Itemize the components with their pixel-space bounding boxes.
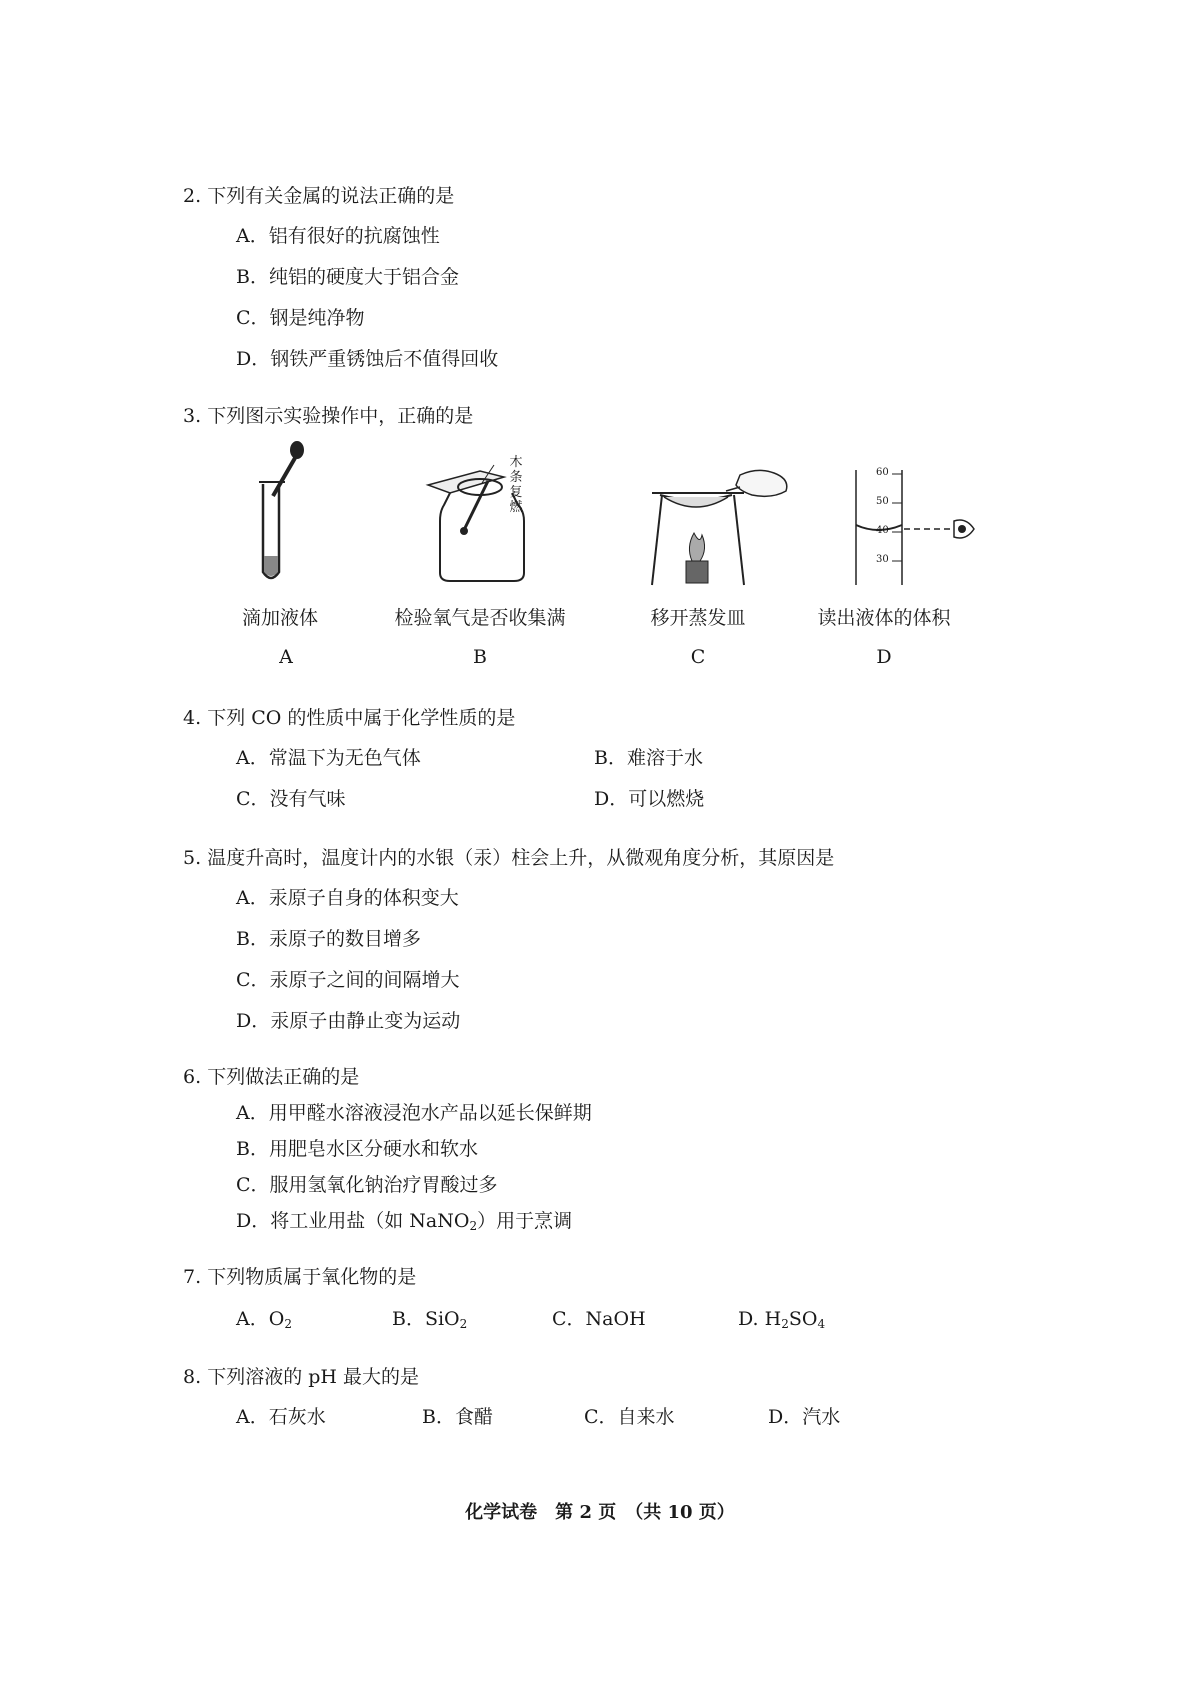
question-6-option-d: D．将工业用盐（如 NaNO$_2$）用于烹调 bbox=[236, 1210, 573, 1233]
dropper-test-tube-figure bbox=[245, 438, 325, 588]
question-7-option-b: B．SiO$_2$ bbox=[392, 1308, 468, 1331]
question-4-option-b: B．难溶于水 bbox=[594, 747, 703, 769]
figure-d-caption: 读出液体的体积 bbox=[817, 607, 951, 629]
question-7-option-c: C．NaOH bbox=[552, 1308, 646, 1330]
question-2-option-d: D．钢铁严重锈蚀后不值得回收 bbox=[236, 348, 499, 370]
evaporating-dish-tripod-figure bbox=[640, 465, 800, 590]
scale-label-60: 60 bbox=[876, 467, 889, 478]
question-2-stem: 2. 下列有关金属的说法正确的是 bbox=[183, 185, 455, 207]
question-6-stem: 6. 下列做法正确的是 bbox=[183, 1066, 360, 1088]
question-5-option-d: D．汞原子由静止变为运动 bbox=[236, 1010, 461, 1032]
question-2-option-a: A．铝有很好的抗腐蚀性 bbox=[236, 225, 440, 247]
question-3-stem: 3. 下列图示实验操作中，正确的是 bbox=[183, 405, 474, 427]
figure-b-letter: B bbox=[473, 646, 487, 668]
scale-label-40: 40 bbox=[876, 525, 889, 536]
question-8-option-a: A．石灰水 bbox=[236, 1406, 326, 1428]
question-4-option-c: C．没有气味 bbox=[236, 788, 346, 810]
question-2-option-c: C．钢是纯净物 bbox=[236, 307, 365, 329]
question-8-option-c: C．自来水 bbox=[584, 1406, 675, 1428]
figure-c-letter: C bbox=[690, 646, 706, 668]
question-6-option-c: C．服用氢氧化钠治疗胃酸过多 bbox=[236, 1174, 498, 1196]
question-4-option-d: D．可以燃烧 bbox=[594, 788, 705, 810]
question-6-option-a: A．用甲醛水溶液浸泡水产品以延长保鲜期 bbox=[236, 1102, 592, 1124]
question-5-stem: 5. 温度升高时，温度计内的水银（汞）柱会上升，从微观角度分析，其原因是 bbox=[183, 847, 835, 869]
question-5-option-c: C．汞原子之间的间隔增大 bbox=[236, 969, 460, 991]
figure-b-caption: 检验氧气是否收集满 bbox=[394, 607, 566, 629]
question-6-option-b: B．用肥皂水区分硬水和软水 bbox=[236, 1138, 478, 1160]
glowing-splint-label: 木 条 复 燃 bbox=[509, 455, 523, 515]
scale-label-50: 50 bbox=[876, 496, 889, 507]
question-8-stem: 8. 下列溶液的 pH 最大的是 bbox=[183, 1366, 419, 1388]
graduated-cylinder-reading-figure bbox=[848, 465, 983, 590]
question-4-option-a: A．常温下为无色气体 bbox=[236, 747, 421, 769]
figure-d-letter: D bbox=[876, 646, 892, 668]
question-2-option-b: B．纯铝的硬度大于铝合金 bbox=[236, 266, 459, 288]
figure-a-caption: 滴加液体 bbox=[241, 607, 318, 629]
question-5-option-a: A．汞原子自身的体积变大 bbox=[236, 887, 459, 909]
question-8-option-b: B．食醋 bbox=[422, 1406, 493, 1428]
page-footer: 化学试卷 第 2 页 （共 10 页） bbox=[465, 1502, 735, 1523]
figure-c-caption: 移开蒸发皿 bbox=[650, 607, 746, 629]
question-7-option-d: D. $H_2SO_4$ bbox=[738, 1308, 826, 1331]
question-7-option-a: A．$O_2$ bbox=[236, 1308, 292, 1331]
scale-label-30: 30 bbox=[876, 554, 889, 565]
question-7-stem: 7. 下列物质属于氧化物的是 bbox=[183, 1266, 417, 1288]
question-5-option-b: B．汞原子的数目增多 bbox=[236, 928, 421, 950]
question-4-stem: 4. 下列 CO 的性质中属于化学性质的是 bbox=[183, 707, 516, 729]
figure-a-letter: A bbox=[279, 646, 293, 668]
question-8-option-d: D．汽水 bbox=[768, 1406, 841, 1428]
